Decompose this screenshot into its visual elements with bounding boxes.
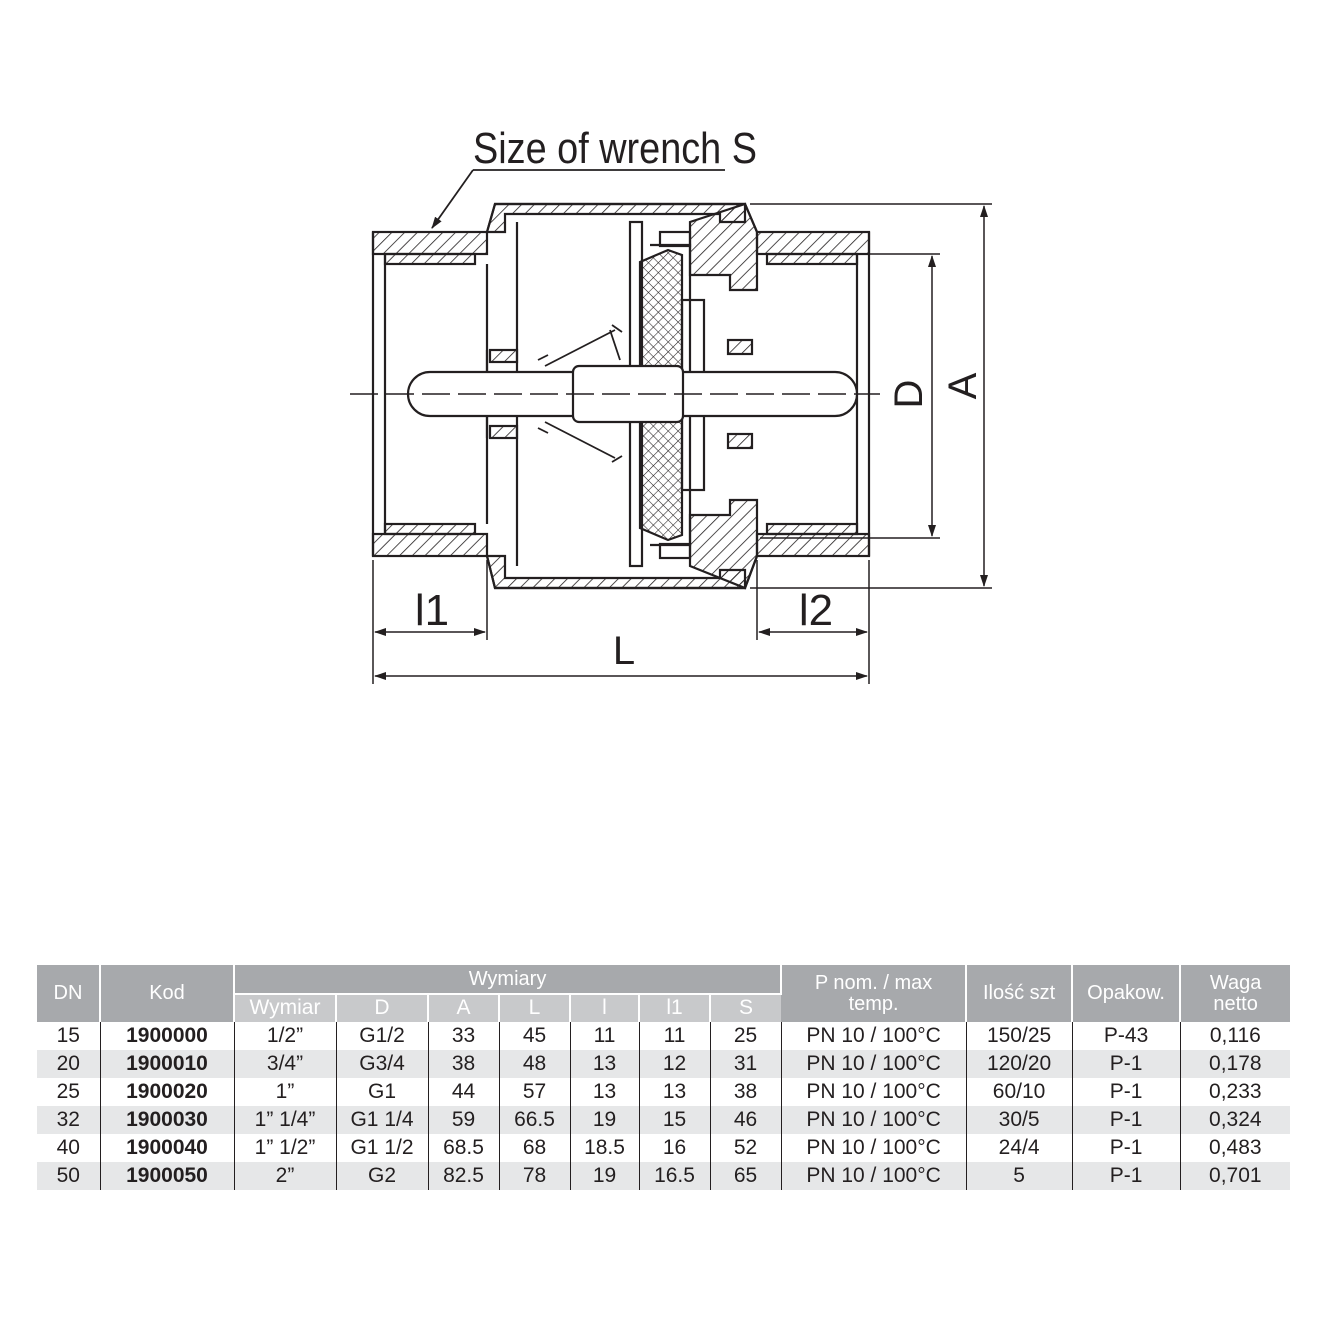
cell-dn: 15 [37, 1022, 100, 1050]
cell-pnom: PN 10 / 100°C [781, 1078, 966, 1106]
cell-s: 38 [710, 1078, 781, 1106]
cell-kod: 1900050 [100, 1162, 234, 1190]
cell-l1: 11 [639, 1022, 710, 1050]
cell-waga: 0,483 [1209, 1136, 1262, 1159]
header-a: A [428, 994, 499, 1022]
cell-d: G1 1/4 [336, 1106, 428, 1134]
cell-kod: 1900000 [100, 1022, 234, 1050]
header-l: l [570, 994, 639, 1022]
cell-l-length: 78 [499, 1162, 570, 1190]
header-pnom [781, 965, 966, 1022]
dim-label-total-length: L [612, 629, 636, 673]
cell-l: 18.5 [570, 1134, 639, 1162]
wrench-size-callout: Size of wrench S [473, 124, 757, 173]
cell-l1: 16 [639, 1134, 710, 1162]
header-kod: Kod [100, 965, 234, 1022]
cell-pnom: PN 10 / 100°C [781, 1022, 966, 1050]
cell-a: 82.5 [428, 1162, 499, 1190]
header-wymiar: Wymiar [234, 994, 336, 1022]
table-row [37, 1106, 1290, 1134]
cell-ilosc: 60/10 [966, 1078, 1072, 1106]
header-ilosc: Ilość szt [966, 965, 1072, 1022]
cell-waga: 0,116 [1209, 1024, 1261, 1047]
cell-pnom: PN 10 / 100°C [781, 1106, 966, 1134]
dim-label-a: A [941, 372, 985, 400]
cell-d: G2 [336, 1162, 428, 1190]
cell-dn: 25 [37, 1078, 100, 1106]
cell-wymiar: 1” [234, 1078, 336, 1106]
cell-wymiar: 1/2” [234, 1022, 336, 1050]
table-row [37, 1134, 1290, 1162]
dim-label-l2: l2 [798, 586, 834, 635]
cell-l1: 15 [639, 1106, 710, 1134]
table-row [37, 1050, 1290, 1078]
cell-ilosc: 30/5 [966, 1106, 1072, 1134]
cell-kod: 1900040 [100, 1134, 234, 1162]
table-row [37, 1078, 1290, 1106]
header-l1: l1 [639, 994, 710, 1022]
wrench-callout-leader [432, 170, 725, 228]
cell-l-length: 57 [499, 1078, 570, 1106]
cell-ilosc: 150/25 [966, 1022, 1072, 1050]
cell-opakow: P-1 [1072, 1134, 1180, 1162]
cell-l1: 16.5 [639, 1162, 710, 1190]
cell-ilosc: 24/4 [966, 1134, 1072, 1162]
cell-l: 13 [570, 1078, 639, 1106]
cell-l-length: 45 [499, 1022, 570, 1050]
cell-ilosc: 120/20 [966, 1050, 1072, 1078]
cell-s: 46 [710, 1106, 781, 1134]
cell-a: 68.5 [428, 1134, 499, 1162]
cell-l1: 12 [639, 1050, 710, 1078]
table-row [37, 1022, 1290, 1050]
cell-s: 25 [710, 1022, 781, 1050]
cell-l-length: 66.5 [499, 1106, 570, 1134]
spec-table-body [37, 1022, 1290, 1190]
cell-opakow: P-1 [1072, 1106, 1180, 1134]
cell-a: 33 [428, 1022, 499, 1050]
header-pnom-line2: temp. [848, 992, 899, 1015]
cell-waga: 0,701 [1180, 1162, 1290, 1190]
cell-d: G1/2 [336, 1022, 428, 1050]
cell-waga: 0,324 [1180, 1106, 1290, 1134]
cell-l: 13 [570, 1050, 639, 1078]
cell-dn: 20 [37, 1050, 100, 1078]
cell-wymiar: 3/4” [234, 1050, 336, 1078]
cell-kod: 1900030 [100, 1106, 234, 1134]
cell-l1: 13 [639, 1078, 710, 1106]
header-pnom-line1: P nom. / max [814, 971, 933, 994]
cell-d: G1 [336, 1078, 428, 1106]
cell-kod: 1900010 [100, 1050, 234, 1078]
cell-l: 19 [570, 1106, 639, 1134]
cell-wymiar: 1” 1/4” [234, 1106, 336, 1134]
cell-a: 59 [428, 1106, 499, 1134]
dim-label-d: D [887, 379, 931, 409]
cell-l-length: 48 [499, 1050, 570, 1078]
cell-waga: 0,178 [1180, 1050, 1290, 1078]
header-waga-line1: Waga [1209, 971, 1262, 994]
cell-pnom: PN 10 / 100°C [781, 1134, 966, 1162]
cell-l: 11 [570, 1022, 639, 1050]
header-l-length: L [499, 994, 570, 1022]
cell-dn: 50 [37, 1162, 100, 1190]
dim-label-l1: l1 [414, 586, 450, 635]
cell-opakow: P-43 [1072, 1022, 1180, 1050]
header-waga-line2: netto [1213, 992, 1258, 1015]
cell-opakow: P-1 [1072, 1162, 1180, 1190]
cell-pnom: PN 10 / 100°C [781, 1162, 966, 1190]
cell-dn: 32 [37, 1106, 100, 1134]
cell-a: 38 [428, 1050, 499, 1078]
cell-a: 44 [428, 1078, 499, 1106]
header-s: S [710, 994, 781, 1022]
header-waga [1180, 965, 1290, 1022]
table-row [37, 1162, 1290, 1190]
cell-s: 65 [710, 1162, 781, 1190]
header-dn: DN [37, 965, 100, 1022]
cell-waga: 0,233 [1209, 1080, 1262, 1103]
header-wymiary: Wymiary [234, 965, 781, 994]
cell-s: 52 [710, 1134, 781, 1162]
cell-wymiar: 1” 1/2” [234, 1134, 336, 1162]
cell-l-length: 68 [499, 1134, 570, 1162]
cell-pnom: PN 10 / 100°C [781, 1050, 966, 1078]
cell-ilosc: 5 [966, 1162, 1072, 1190]
cell-dn: 40 [37, 1134, 100, 1162]
cell-s: 31 [710, 1050, 781, 1078]
cell-d: G1 1/2 [336, 1134, 428, 1162]
cell-wymiar: 2” [234, 1162, 336, 1190]
header-d: D [336, 994, 428, 1022]
header-opakow: Opakow. [1072, 965, 1180, 1022]
cell-l: 19 [570, 1162, 639, 1190]
cell-opakow: P-1 [1072, 1078, 1180, 1106]
cell-opakow: P-1 [1072, 1050, 1180, 1078]
cell-kod: 1900020 [100, 1078, 234, 1106]
cell-d: G3/4 [336, 1050, 428, 1078]
spec-table [37, 965, 1290, 1190]
